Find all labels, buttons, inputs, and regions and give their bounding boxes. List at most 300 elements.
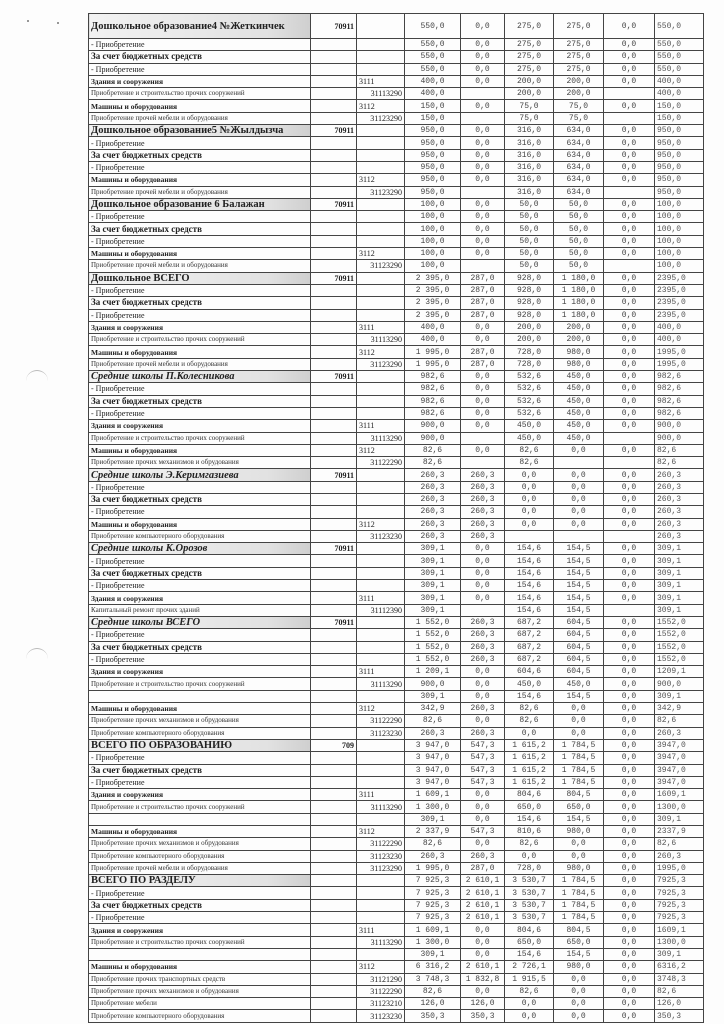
value-cell: 100,0 [405,211,461,223]
economic-code [357,567,405,579]
value-cell: 0,0 [604,850,655,862]
economic-code [357,739,405,751]
value-cell: 0,0 [461,789,505,801]
total-value-cell: 1552,0 [655,641,704,653]
total-value-cell: 309,1 [655,555,704,567]
value-cell [461,260,505,272]
value-cell: 0,0 [461,543,505,555]
economic-code [357,39,405,51]
row-label: Машины и оборудования [89,100,311,112]
value-cell: 154,5 [554,813,604,825]
economic-code: 3111 [357,666,405,678]
value-cell: 550,0 [405,51,461,63]
program-code [311,321,357,333]
value-cell: 0,0 [461,936,505,948]
total-value-cell: 82,6 [655,457,704,469]
value-cell: 0,0 [554,1010,604,1022]
row-label: Средние школы К.Орозов [89,543,311,555]
value-cell [461,88,505,100]
value-cell: 0,0 [604,63,655,75]
economic-code: 3111 [357,420,405,432]
row-label: - Приобретение [89,161,311,173]
value-cell: 0,0 [461,75,505,87]
value-cell: 0,0 [604,739,655,751]
program-code [311,39,357,51]
value-cell: 1 615,2 [505,752,554,764]
value-cell: 0,0 [604,948,655,960]
program-code: 70911 [311,616,357,628]
program-code [311,776,357,788]
value-cell: 316,0 [505,149,554,161]
row-label: Машины и оборудования [89,703,311,715]
program-code [311,457,357,469]
economic-code [357,813,405,825]
program-code [311,826,357,838]
value-cell: 0,0 [461,161,505,173]
program-code: 70911 [311,543,357,555]
row-label: Приобретение компьютерного оборудования [89,727,311,739]
table-row [89,641,704,653]
value-cell: 1 995,0 [405,862,461,874]
value-cell: 0,0 [461,235,505,247]
value-cell: 1 615,2 [505,764,554,776]
value-cell: 550,0 [405,39,461,51]
program-code [311,555,357,567]
value-cell: 287,0 [461,284,505,296]
value-cell: 0,0 [604,899,655,911]
total-value-cell: 260,3 [655,481,704,493]
value-cell: 0,0 [604,973,655,985]
value-cell: 928,0 [505,272,554,284]
total-value-cell: 150,0 [655,112,704,124]
value-cell: 0,0 [604,616,655,628]
economic-code: 3111 [357,592,405,604]
table-row [89,629,704,641]
value-cell: 950,0 [405,125,461,137]
section-header-row [89,875,704,887]
value-cell: 0,0 [461,211,505,223]
value-cell: 6 316,2 [405,961,461,973]
table-row [89,998,704,1010]
economic-code: 31123230 [357,1010,405,1022]
program-code [311,948,357,960]
value-cell: 0,0 [505,1010,554,1022]
row-label: Дошкольное ВСЕГО [89,272,311,284]
table-body [89,14,704,1023]
value-cell: 154,6 [505,567,554,579]
value-cell: 0,0 [461,63,505,75]
row-label: Машины и оборудования [89,444,311,456]
economic-code [357,161,405,173]
value-cell: 604,5 [554,629,604,641]
value-cell [461,112,505,124]
value-cell: 980,0 [554,961,604,973]
value-cell: 0,0 [604,125,655,137]
economic-code [357,506,405,518]
total-value-cell: 82,6 [655,715,704,727]
total-value-cell: 950,0 [655,161,704,173]
value-cell: 260,3 [461,493,505,505]
value-cell: 0,0 [604,1010,655,1022]
value-cell: 82,6 [505,838,554,850]
row-label: Средние школы ВСЕГО [89,616,311,628]
program-code [311,973,357,985]
table-row [89,88,704,100]
program-code: 70911 [311,198,357,210]
value-cell: 309,1 [405,948,461,960]
economic-code [357,63,405,75]
value-cell: 260,3 [405,493,461,505]
economic-code [357,543,405,555]
value-cell: 982,6 [405,407,461,419]
value-cell: 532,6 [505,371,554,383]
value-cell: 1 209,1 [405,666,461,678]
value-cell: 0,0 [604,961,655,973]
table-row [89,973,704,985]
value-cell: 260,3 [461,641,505,653]
row-label: Машины и оборудования [89,518,311,530]
value-cell: 687,2 [505,653,554,665]
value-cell: 50,0 [505,211,554,223]
value-cell: 1 300,0 [405,936,461,948]
value-cell: 260,3 [461,616,505,628]
table-row [89,948,704,960]
value-cell: 0,0 [604,481,655,493]
row-label: Здания и сооружения [89,666,311,678]
row-label: Машины и оборудования [89,248,311,260]
table-row [89,850,704,862]
table-row [89,248,704,260]
value-cell: 154,6 [505,948,554,960]
row-label: За счет бюджетных средств [89,149,311,161]
economic-code: 31123230 [357,530,405,542]
table-row [89,961,704,973]
total-value-cell: 2395,0 [655,284,704,296]
program-code [311,580,357,592]
value-cell: 0,0 [461,924,505,936]
table-row [89,752,704,764]
table-row [89,678,704,690]
row-label: Приобретение компьютерного оборудования [89,1010,311,1022]
economic-code [357,51,405,63]
row-label: Приобретение прочих механизмов и обрудования [89,457,311,469]
program-code [311,112,357,124]
value-cell: 1 784,5 [554,899,604,911]
value-cell: 260,3 [461,518,505,530]
value-cell: 728,0 [505,346,554,358]
value-cell: 0,0 [604,383,655,395]
value-cell: 980,0 [554,862,604,874]
value-cell: 1 552,0 [405,641,461,653]
value-cell: 0,0 [604,666,655,678]
program-code [311,100,357,112]
table-row [89,838,704,850]
row-label: ВСЕГО ПО ОБРАЗОВАНИЮ [89,739,311,751]
value-cell: 7 925,3 [405,899,461,911]
value-cell: 547,3 [461,764,505,776]
row-label: Приобретение прочей мебели и оборудования [89,358,311,370]
total-value-cell: 100,0 [655,248,704,260]
program-code [311,51,357,63]
value-cell: 0,0 [505,518,554,530]
total-value-cell: 309,1 [655,543,704,555]
row-label: - Приобретение [89,912,311,924]
table-row [89,567,704,579]
value-cell: 0,0 [461,383,505,395]
table-row [89,530,704,542]
value-cell: 804,6 [505,924,554,936]
value-cell: 0,0 [461,395,505,407]
value-cell: 260,3 [405,518,461,530]
scan-speck [27,20,29,22]
value-cell: 547,3 [461,826,505,838]
row-label: Приобретение прочих механизмов и обрудования [89,985,311,997]
value-cell: 275,0 [505,14,554,39]
economic-code [357,899,405,911]
program-code: 70911 [311,272,357,284]
value-cell: 604,6 [505,666,554,678]
row-label: Приобретение мебели [89,998,311,1010]
value-cell: 0,0 [604,764,655,776]
value-cell: 0,0 [505,493,554,505]
total-value-cell: 982,6 [655,407,704,419]
economic-code [357,395,405,407]
value-cell: 1 609,1 [405,789,461,801]
table-row [89,1010,704,1022]
total-value-cell: 82,6 [655,985,704,997]
total-value-cell: 1300,0 [655,936,704,948]
value-cell: 0,0 [505,998,554,1010]
value-cell: 550,0 [405,63,461,75]
value-cell: 687,2 [505,629,554,641]
value-cell: 154,5 [554,592,604,604]
value-cell: 3 947,0 [405,752,461,764]
value-cell: 0,0 [604,506,655,518]
value-cell: 532,6 [505,383,554,395]
value-cell: 50,0 [505,223,554,235]
program-code [311,653,357,665]
value-cell: 450,0 [554,395,604,407]
row-label: ВСЕГО ПО РАЗДЕЛУ [89,875,311,887]
economic-code [357,14,405,39]
economic-code: 3112 [357,100,405,112]
program-code [311,850,357,862]
value-cell: 2 395,0 [405,309,461,321]
value-cell: 275,0 [554,51,604,63]
value-cell: 287,0 [461,309,505,321]
economic-code [357,948,405,960]
total-value-cell: 260,3 [655,493,704,505]
value-cell: 634,0 [554,186,604,198]
value-cell: 0,0 [554,493,604,505]
program-code [311,813,357,825]
economic-code: 31123290 [357,112,405,124]
value-cell: 0,0 [604,100,655,112]
economic-code [357,383,405,395]
economic-code: 31122290 [357,838,405,850]
value-cell: 82,6 [505,703,554,715]
value-cell: 0,0 [461,198,505,210]
value-cell: 316,0 [505,125,554,137]
row-label: За счет бюджетных средств [89,567,311,579]
value-cell: 82,6 [505,715,554,727]
value-cell: 0,0 [604,912,655,924]
value-cell: 100,0 [405,223,461,235]
value-cell: 100,0 [405,235,461,247]
value-cell: 0,0 [461,420,505,432]
program-code [311,383,357,395]
value-cell: 82,6 [505,985,554,997]
program-code [311,420,357,432]
value-cell: 0,0 [604,211,655,223]
value-cell: 0,0 [461,948,505,960]
value-cell: 2 610,1 [461,912,505,924]
total-value-cell: 982,6 [655,395,704,407]
table-row [89,174,704,186]
total-value-cell: 7925,3 [655,875,704,887]
value-cell: 0,0 [604,838,655,850]
row-label: За счет бюджетных средств [89,899,311,911]
value-cell: 275,0 [554,63,604,75]
value-cell: 0,0 [604,321,655,333]
total-value-cell: 100,0 [655,260,704,272]
value-cell: 650,0 [554,801,604,813]
value-cell: 982,6 [405,395,461,407]
value-cell: 3 947,0 [405,739,461,751]
value-cell: 0,0 [604,248,655,260]
total-value-cell: 3748,3 [655,973,704,985]
value-cell: 82,6 [405,985,461,997]
table-row [89,112,704,124]
table-row [89,137,704,149]
value-cell: 0,0 [604,752,655,764]
value-cell: 450,0 [554,407,604,419]
program-code [311,862,357,874]
value-cell: 1 995,0 [405,358,461,370]
value-cell: 950,0 [405,174,461,186]
total-value-cell: 150,0 [655,100,704,112]
economic-code: 31113290 [357,432,405,444]
value-cell: 687,2 [505,616,554,628]
value-cell: 634,0 [554,149,604,161]
value-cell: 450,0 [505,420,554,432]
total-value-cell: 260,3 [655,506,704,518]
value-cell: 350,3 [405,1010,461,1022]
value-cell: 0,0 [461,248,505,260]
value-cell: 950,0 [405,161,461,173]
row-label: - Приобретение [89,407,311,419]
economic-code [357,198,405,210]
program-code [311,641,357,653]
row-label: - Приобретение [89,481,311,493]
value-cell: 0,0 [604,407,655,419]
value-cell: 50,0 [505,235,554,247]
value-cell: 154,5 [554,555,604,567]
value-cell: 0,0 [461,14,505,39]
value-cell: 0,0 [604,137,655,149]
table-row [89,764,704,776]
value-cell: 200,0 [505,321,554,333]
row-label: - Приобретение [89,211,311,223]
economic-code [357,764,405,776]
value-cell: 260,3 [461,506,505,518]
value-cell: 0,0 [461,567,505,579]
program-code: 70911 [311,14,357,39]
program-code [311,715,357,727]
value-cell: 260,3 [461,629,505,641]
table-row [89,100,704,112]
value-cell: 0,0 [604,555,655,567]
value-cell: 275,0 [554,14,604,39]
value-cell: 0,0 [604,789,655,801]
value-cell: 804,5 [554,924,604,936]
value-cell: 0,0 [461,407,505,419]
value-cell: 0,0 [461,715,505,727]
value-cell: 3 530,7 [505,899,554,911]
value-cell: 532,6 [505,395,554,407]
value-cell: 634,0 [554,137,604,149]
value-cell: 200,0 [554,75,604,87]
economic-code: 3111 [357,321,405,333]
row-label: - Приобретение [89,506,311,518]
total-value-cell: 950,0 [655,149,704,161]
value-cell: 0,0 [604,862,655,874]
program-code [311,690,357,702]
table-row [89,75,704,87]
economic-code: 31123290 [357,260,405,272]
total-value-cell: 900,0 [655,420,704,432]
economic-code: 31123230 [357,850,405,862]
table-row [89,493,704,505]
program-code [311,678,357,690]
row-label: - Приобретение [89,752,311,764]
total-value-cell: 550,0 [655,39,704,51]
value-cell: 3 530,7 [505,887,554,899]
value-cell: 650,0 [554,936,604,948]
value-cell: 0,0 [604,346,655,358]
program-code [311,161,357,173]
value-cell: 0,0 [505,506,554,518]
value-cell: 2 395,0 [405,297,461,309]
value-cell: 928,0 [505,309,554,321]
total-value-cell: 1552,0 [655,653,704,665]
value-cell: 287,0 [461,272,505,284]
value-cell: 260,3 [461,727,505,739]
value-cell: 0,0 [554,506,604,518]
total-value-cell: 3947,0 [655,752,704,764]
economic-code: 31123230 [357,727,405,739]
value-cell: 0,0 [461,137,505,149]
economic-code: 31122290 [357,715,405,727]
value-cell: 0,0 [554,518,604,530]
row-label: За счет бюджетных средств [89,641,311,653]
economic-code [357,272,405,284]
total-value-cell: 3947,0 [655,764,704,776]
economic-code: 3112 [357,518,405,530]
value-cell: 900,0 [405,432,461,444]
value-cell: 0,0 [604,727,655,739]
value-cell: 309,1 [405,555,461,567]
value-cell: 0,0 [461,592,505,604]
section-header-row [89,125,704,137]
total-value-cell: 2395,0 [655,309,704,321]
total-value-cell: 260,3 [655,850,704,862]
value-cell: 0,0 [461,666,505,678]
program-code [311,518,357,530]
table-row [89,924,704,936]
economic-code [357,371,405,383]
value-cell: 316,0 [505,174,554,186]
